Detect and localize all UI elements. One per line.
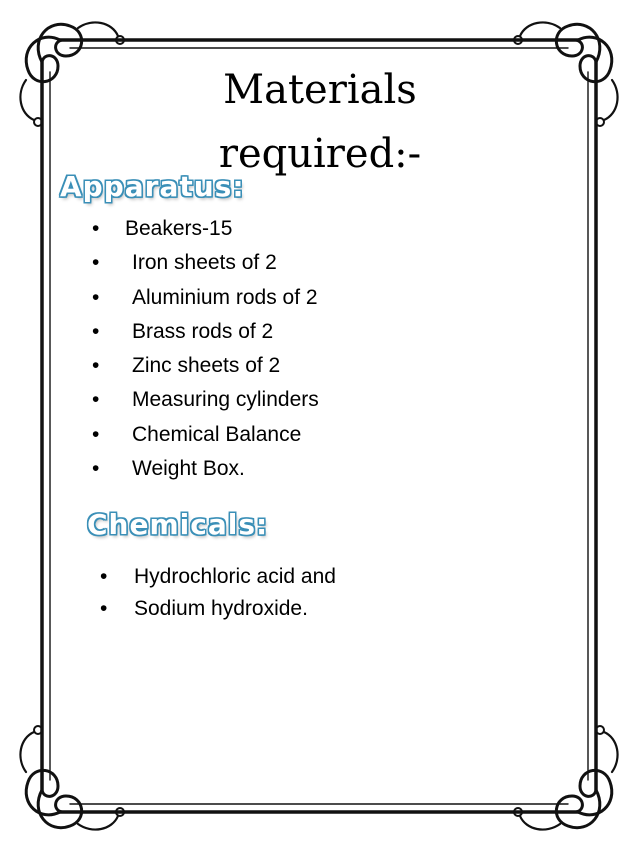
list-item (92, 383, 412, 417)
bullet-icon: • (92, 354, 100, 378)
page-title-line-1: Materials (223, 67, 417, 113)
bullet-icon: • (92, 319, 100, 343)
list-item-text: Iron sheets of 2 (132, 251, 277, 275)
list-item (92, 212, 412, 246)
bullet-icon: • (92, 422, 100, 446)
list-item (92, 418, 412, 452)
list-item (92, 315, 412, 349)
list-item (92, 281, 412, 315)
apparatus-heading: Apparatus: (60, 170, 245, 203)
list-item-text: Hydrochloric acid and (134, 565, 336, 588)
list-item-text: Brass rods of 2 (132, 319, 274, 343)
bullet-icon: • (92, 457, 100, 481)
page-title-line-2: required:- (218, 131, 422, 177)
list-item (92, 452, 412, 486)
list-item-text: Measuring cylinders (132, 388, 319, 412)
bullet-icon: • (92, 251, 100, 275)
bullet-icon: • (92, 217, 100, 240)
bullet-icon: • (92, 388, 100, 412)
list-item-text: Zinc sheets of 2 (132, 354, 281, 378)
list-item (92, 246, 412, 280)
list-item (100, 561, 420, 593)
list-item-text: Beakers-15 (125, 217, 233, 240)
list-item-text: Weight Box. (132, 457, 245, 481)
list-item-text: Sodium hydroxide. (134, 597, 308, 620)
page-title (190, 58, 450, 186)
chemicals-heading: Chemicals: (87, 508, 269, 541)
list-item (92, 349, 412, 383)
bullet-icon: • (92, 285, 100, 309)
list-item-text: Aluminium rods of 2 (132, 285, 318, 309)
list-item-text: Chemical Balance (132, 422, 302, 446)
bullet-icon: • (100, 565, 108, 588)
list-item (100, 593, 420, 625)
bullet-icon: • (100, 597, 108, 620)
chemicals-list (100, 561, 420, 625)
apparatus-list (92, 212, 412, 486)
